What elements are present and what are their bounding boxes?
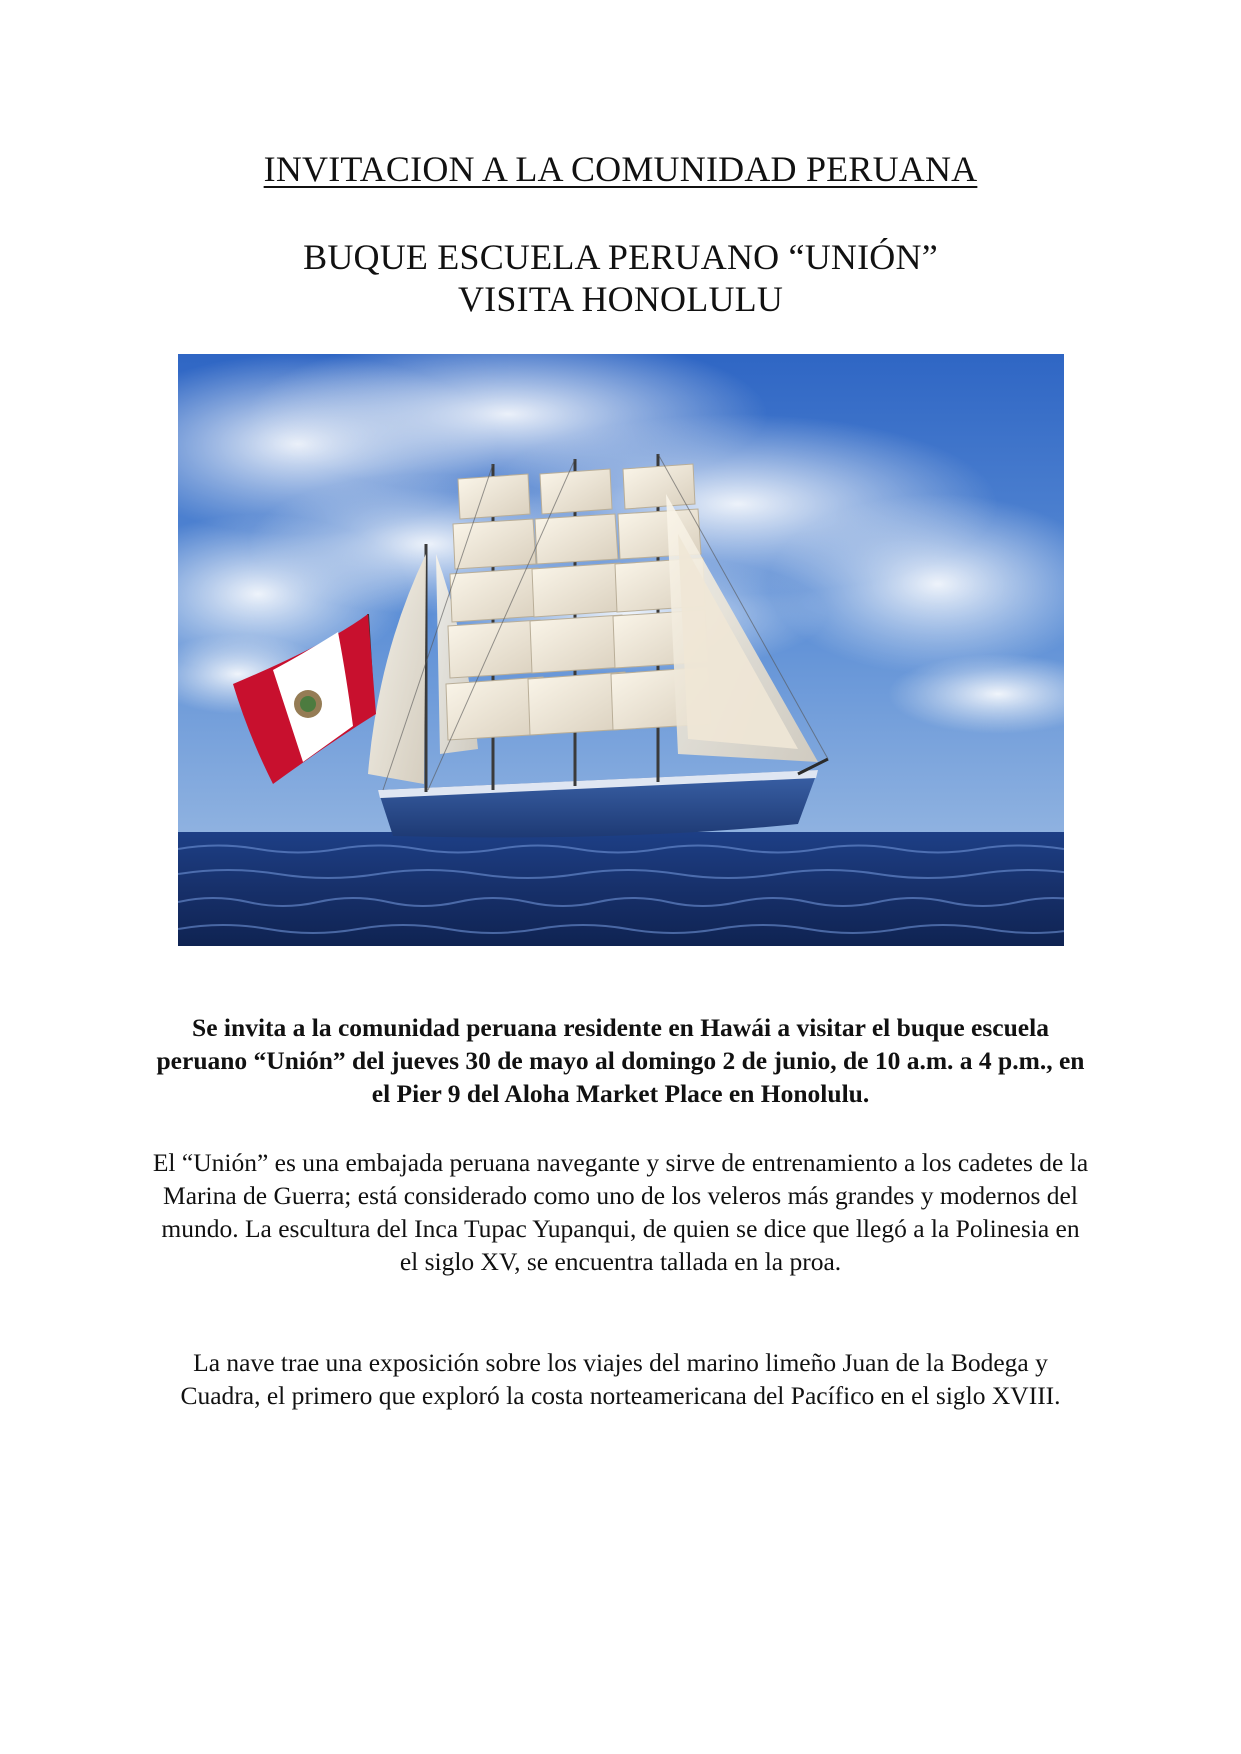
subtitle-visit: VISITA HONOLULU (457, 279, 784, 319)
page-title: INVITACION A LA COMUNIDAD PERUANA (263, 149, 978, 189)
ship-photo (178, 354, 1064, 946)
subtitle-ship-name: BUQUE ESCUELA PERUANO “UNIÓN” (303, 237, 938, 277)
invitation-paragraph: Se invita a la comunidad peruana residente en Hawái a visitar el buque escuela peruano “Unión” del jueves 30 de mayo al domingo 2 de junio, de 10 a.m. a 4 p.m., en el Pier 9 del Aloha Market Place en Honolulu. (156, 1013, 1085, 1108)
ship-description-paragraph: El “Unión” es una embajada peruana navegante y sirve de entrenamiento a los cadetes de la Marina de Guerra; está considerado como uno de los veleros más grandes y modernos del mundo. La escultura del Inca Tupac Yupanqui, de quien se dice que llegó a la Polinesia en el siglo XV, se encuentra tallada en la proa. (152, 1148, 1089, 1276)
exhibition-paragraph: La nave trae una exposición sobre los viajes del marino limeño Juan de la Bodega y Cuadra, el primero que exploró la costa norteamericana del Pacífico en el siglo XVIII. (180, 1348, 1061, 1410)
